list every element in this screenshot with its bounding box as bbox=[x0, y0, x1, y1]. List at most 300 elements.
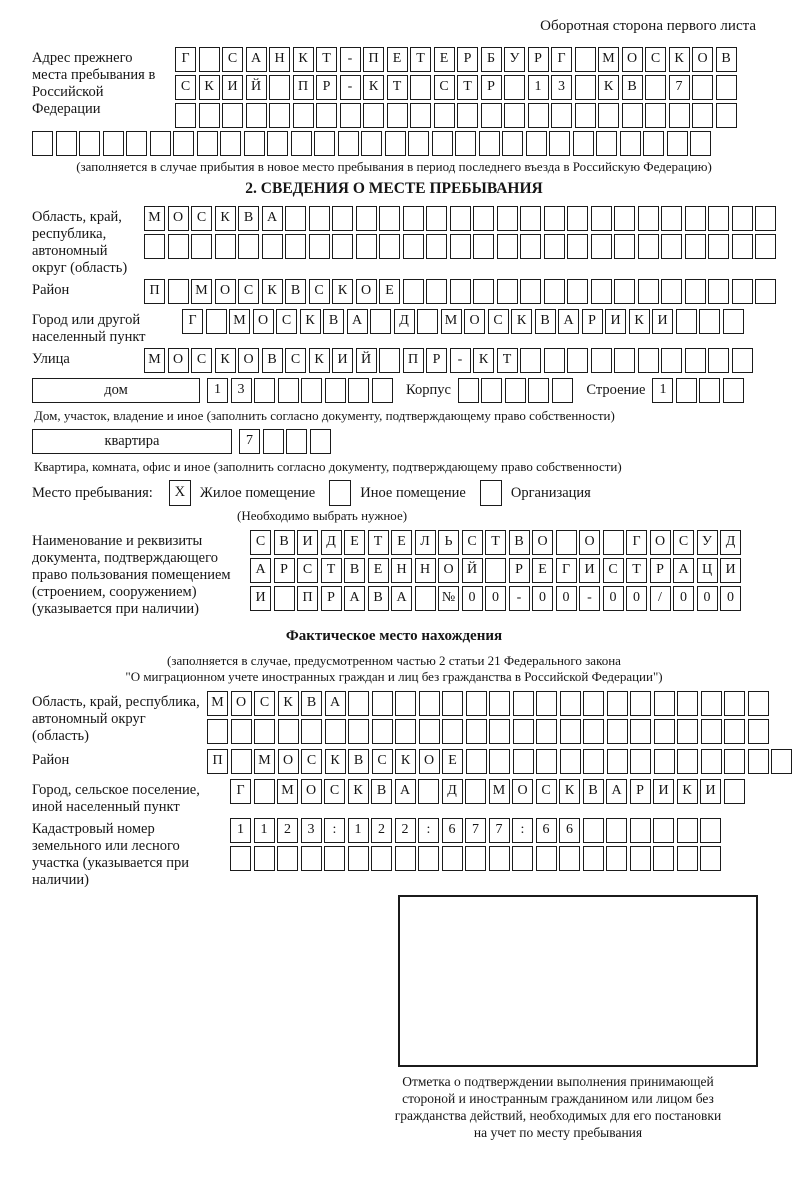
char-cell[interactable] bbox=[199, 47, 220, 72]
char-cell[interactable]: Р bbox=[481, 75, 502, 100]
char-cell[interactable]: - bbox=[340, 47, 361, 72]
char-cell[interactable] bbox=[677, 691, 698, 716]
char-cell[interactable] bbox=[387, 103, 408, 128]
char-cell[interactable]: Г bbox=[556, 558, 577, 583]
char-cell[interactable] bbox=[654, 749, 675, 774]
char-cell[interactable] bbox=[630, 846, 651, 871]
char-cell[interactable] bbox=[502, 131, 523, 156]
char-cell[interactable]: Т bbox=[457, 75, 478, 100]
char-cell[interactable]: М bbox=[254, 749, 275, 774]
char-cell[interactable]: С bbox=[297, 558, 318, 583]
char-cell[interactable]: 3 bbox=[551, 75, 572, 100]
char-cell[interactable]: Е bbox=[391, 530, 412, 555]
char-cell[interactable] bbox=[551, 103, 572, 128]
char-cell[interactable]: В bbox=[348, 749, 369, 774]
char-cell[interactable]: С bbox=[603, 558, 624, 583]
char-cell[interactable]: Д bbox=[394, 309, 415, 334]
char-cell[interactable]: К bbox=[669, 47, 690, 72]
char-cell[interactable]: М bbox=[207, 691, 228, 716]
char-cell[interactable] bbox=[466, 691, 487, 716]
char-cell[interactable] bbox=[676, 378, 697, 403]
char-cell[interactable]: 7 bbox=[239, 429, 260, 454]
char-cell[interactable] bbox=[473, 279, 494, 304]
char-cell[interactable] bbox=[677, 749, 698, 774]
char-cell[interactable] bbox=[457, 103, 478, 128]
char-cell[interactable]: Г bbox=[551, 47, 572, 72]
char-cell[interactable]: Т bbox=[316, 47, 337, 72]
char-cell[interactable] bbox=[536, 846, 557, 871]
char-cell[interactable]: В bbox=[509, 530, 530, 555]
char-cell[interactable]: К bbox=[629, 309, 650, 334]
char-cell[interactable]: Т bbox=[321, 558, 342, 583]
char-cell[interactable]: К bbox=[262, 279, 283, 304]
char-cell[interactable]: Н bbox=[391, 558, 412, 583]
char-cell[interactable]: С bbox=[645, 47, 666, 72]
char-cell[interactable]: Й bbox=[462, 558, 483, 583]
char-cell[interactable] bbox=[426, 234, 447, 259]
char-cell[interactable]: С bbox=[222, 47, 243, 72]
char-cell[interactable] bbox=[418, 779, 439, 804]
char-cell[interactable] bbox=[755, 206, 776, 231]
char-cell[interactable] bbox=[559, 846, 580, 871]
char-cell[interactable]: С bbox=[254, 691, 275, 716]
char-cell[interactable] bbox=[254, 779, 275, 804]
char-cell[interactable] bbox=[286, 429, 307, 454]
char-cell[interactable] bbox=[645, 75, 666, 100]
char-cell[interactable] bbox=[700, 818, 721, 843]
char-cell[interactable] bbox=[254, 378, 275, 403]
char-cell[interactable]: О bbox=[253, 309, 274, 334]
char-cell[interactable] bbox=[607, 749, 628, 774]
char-cell[interactable] bbox=[685, 348, 706, 373]
char-cell[interactable]: К bbox=[363, 75, 384, 100]
char-cell[interactable]: П bbox=[363, 47, 384, 72]
char-cell[interactable]: Е bbox=[344, 530, 365, 555]
char-cell[interactable]: К bbox=[348, 779, 369, 804]
char-cell[interactable] bbox=[544, 206, 565, 231]
apartment-type-box[interactable] bbox=[32, 429, 232, 454]
char-cell[interactable]: П bbox=[297, 586, 318, 611]
char-cell[interactable]: О bbox=[438, 558, 459, 583]
char-cell[interactable]: Е bbox=[442, 749, 463, 774]
char-cell[interactable] bbox=[168, 234, 189, 259]
char-cell[interactable] bbox=[450, 206, 471, 231]
char-cell[interactable]: Е bbox=[532, 558, 553, 583]
char-cell[interactable]: О bbox=[419, 749, 440, 774]
char-cell[interactable] bbox=[607, 691, 628, 716]
char-cell[interactable] bbox=[230, 846, 251, 871]
char-cell[interactable] bbox=[348, 719, 369, 744]
char-cell[interactable] bbox=[520, 279, 541, 304]
char-cell[interactable] bbox=[238, 234, 259, 259]
char-cell[interactable] bbox=[591, 234, 612, 259]
char-cell[interactable]: С bbox=[309, 279, 330, 304]
char-cell[interactable] bbox=[403, 279, 424, 304]
char-cell[interactable]: У bbox=[697, 530, 718, 555]
char-cell[interactable] bbox=[395, 691, 416, 716]
char-cell[interactable]: С bbox=[488, 309, 509, 334]
char-cell[interactable] bbox=[638, 348, 659, 373]
char-cell[interactable] bbox=[620, 131, 641, 156]
char-cell[interactable]: 7 bbox=[669, 75, 690, 100]
char-cell[interactable]: 1 bbox=[230, 818, 251, 843]
char-cell[interactable] bbox=[419, 691, 440, 716]
char-cell[interactable] bbox=[583, 818, 604, 843]
char-cell[interactable] bbox=[622, 103, 643, 128]
char-cell[interactable] bbox=[144, 234, 165, 259]
char-cell[interactable] bbox=[583, 749, 604, 774]
char-cell[interactable]: 0 bbox=[485, 586, 506, 611]
char-cell[interactable]: Н bbox=[415, 558, 436, 583]
char-cell[interactable] bbox=[191, 234, 212, 259]
char-cell[interactable] bbox=[385, 131, 406, 156]
char-cell[interactable] bbox=[661, 206, 682, 231]
char-cell[interactable]: / bbox=[650, 586, 671, 611]
char-cell[interactable] bbox=[755, 279, 776, 304]
char-cell[interactable] bbox=[614, 348, 635, 373]
char-cell[interactable]: Е bbox=[434, 47, 455, 72]
char-cell[interactable] bbox=[361, 131, 382, 156]
char-cell[interactable] bbox=[653, 818, 674, 843]
char-cell[interactable]: В bbox=[583, 779, 604, 804]
char-cell[interactable] bbox=[591, 279, 612, 304]
char-cell[interactable] bbox=[324, 846, 345, 871]
char-cell[interactable] bbox=[716, 103, 737, 128]
char-cell[interactable] bbox=[410, 103, 431, 128]
char-cell[interactable] bbox=[748, 691, 769, 716]
char-cell[interactable] bbox=[291, 131, 312, 156]
char-cell[interactable] bbox=[654, 691, 675, 716]
char-cell[interactable] bbox=[56, 131, 77, 156]
char-cell[interactable] bbox=[222, 103, 243, 128]
char-cell[interactable] bbox=[434, 103, 455, 128]
char-cell[interactable]: О bbox=[215, 279, 236, 304]
char-cell[interactable]: С bbox=[434, 75, 455, 100]
char-cell[interactable] bbox=[708, 279, 729, 304]
char-cell[interactable]: К bbox=[332, 279, 353, 304]
char-cell[interactable]: О bbox=[238, 348, 259, 373]
char-cell[interactable] bbox=[231, 719, 252, 744]
char-cell[interactable]: П bbox=[293, 75, 314, 100]
char-cell[interactable] bbox=[685, 279, 706, 304]
char-cell[interactable] bbox=[528, 103, 549, 128]
char-cell[interactable]: М bbox=[598, 47, 619, 72]
char-cell[interactable] bbox=[32, 131, 53, 156]
char-cell[interactable]: 1 bbox=[348, 818, 369, 843]
char-cell[interactable] bbox=[309, 234, 330, 259]
char-cell[interactable] bbox=[466, 719, 487, 744]
char-cell[interactable] bbox=[426, 206, 447, 231]
char-cell[interactable]: - bbox=[509, 586, 530, 611]
char-cell[interactable] bbox=[332, 206, 353, 231]
char-cell[interactable] bbox=[699, 378, 720, 403]
char-cell[interactable]: В bbox=[371, 779, 392, 804]
char-cell[interactable]: К bbox=[559, 779, 580, 804]
char-cell[interactable] bbox=[379, 206, 400, 231]
char-cell[interactable]: М bbox=[277, 779, 298, 804]
char-cell[interactable]: 3 bbox=[231, 378, 252, 403]
char-cell[interactable]: А bbox=[250, 558, 271, 583]
house-type-box[interactable] bbox=[32, 378, 200, 403]
char-cell[interactable]: 0 bbox=[556, 586, 577, 611]
char-cell[interactable] bbox=[263, 429, 284, 454]
char-cell[interactable] bbox=[254, 719, 275, 744]
char-cell[interactable]: К bbox=[309, 348, 330, 373]
char-cell[interactable]: Ц bbox=[697, 558, 718, 583]
char-cell[interactable] bbox=[699, 309, 720, 334]
char-cell[interactable]: К bbox=[473, 348, 494, 373]
char-cell[interactable] bbox=[504, 103, 525, 128]
char-cell[interactable]: С bbox=[285, 348, 306, 373]
char-cell[interactable]: О bbox=[168, 206, 189, 231]
char-cell[interactable] bbox=[645, 103, 666, 128]
char-cell[interactable] bbox=[168, 279, 189, 304]
char-cell[interactable]: 0 bbox=[532, 586, 553, 611]
char-cell[interactable] bbox=[473, 234, 494, 259]
char-cell[interactable]: Р bbox=[457, 47, 478, 72]
char-cell[interactable] bbox=[497, 279, 518, 304]
char-cell[interactable] bbox=[676, 309, 697, 334]
char-cell[interactable]: А bbox=[347, 309, 368, 334]
char-cell[interactable]: 0 bbox=[462, 586, 483, 611]
char-cell[interactable] bbox=[700, 846, 721, 871]
char-cell[interactable] bbox=[372, 378, 393, 403]
char-cell[interactable] bbox=[481, 103, 502, 128]
char-cell[interactable] bbox=[630, 719, 651, 744]
char-cell[interactable]: 1 bbox=[254, 818, 275, 843]
char-cell[interactable] bbox=[598, 103, 619, 128]
char-cell[interactable] bbox=[606, 846, 627, 871]
char-cell[interactable]: А bbox=[391, 586, 412, 611]
char-cell[interactable] bbox=[410, 75, 431, 100]
char-cell[interactable] bbox=[356, 206, 377, 231]
char-cell[interactable] bbox=[466, 749, 487, 774]
char-cell[interactable] bbox=[426, 279, 447, 304]
char-cell[interactable]: П bbox=[207, 749, 228, 774]
char-cell[interactable] bbox=[723, 378, 744, 403]
char-cell[interactable] bbox=[175, 103, 196, 128]
char-cell[interactable] bbox=[520, 206, 541, 231]
char-cell[interactable] bbox=[573, 131, 594, 156]
char-cell[interactable]: С bbox=[324, 779, 345, 804]
char-cell[interactable]: В bbox=[622, 75, 643, 100]
char-cell[interactable] bbox=[371, 846, 392, 871]
char-cell[interactable]: П bbox=[144, 279, 165, 304]
char-cell[interactable]: 0 bbox=[626, 586, 647, 611]
char-cell[interactable] bbox=[269, 103, 290, 128]
char-cell[interactable] bbox=[607, 719, 628, 744]
char-cell[interactable]: Д bbox=[442, 779, 463, 804]
char-cell[interactable]: 6 bbox=[559, 818, 580, 843]
char-cell[interactable] bbox=[395, 846, 416, 871]
char-cell[interactable]: Т bbox=[485, 530, 506, 555]
char-cell[interactable]: И bbox=[653, 779, 674, 804]
char-cell[interactable] bbox=[560, 691, 581, 716]
char-cell[interactable]: М bbox=[441, 309, 462, 334]
char-cell[interactable]: В bbox=[535, 309, 556, 334]
char-cell[interactable] bbox=[567, 348, 588, 373]
char-cell[interactable] bbox=[473, 206, 494, 231]
char-cell[interactable] bbox=[348, 846, 369, 871]
char-cell[interactable] bbox=[544, 279, 565, 304]
char-cell[interactable]: М bbox=[229, 309, 250, 334]
char-cell[interactable] bbox=[528, 378, 549, 403]
char-cell[interactable] bbox=[685, 206, 706, 231]
char-cell[interactable] bbox=[278, 378, 299, 403]
char-cell[interactable]: С bbox=[536, 779, 557, 804]
char-cell[interactable] bbox=[314, 131, 335, 156]
char-cell[interactable]: В bbox=[285, 279, 306, 304]
char-cell[interactable]: И bbox=[579, 558, 600, 583]
char-cell[interactable] bbox=[79, 131, 100, 156]
char-cell[interactable] bbox=[513, 749, 534, 774]
char-cell[interactable] bbox=[363, 103, 384, 128]
char-cell[interactable]: : bbox=[418, 818, 439, 843]
char-cell[interactable] bbox=[244, 131, 265, 156]
char-cell[interactable] bbox=[748, 749, 769, 774]
char-cell[interactable] bbox=[536, 719, 557, 744]
char-cell[interactable] bbox=[630, 691, 651, 716]
char-cell[interactable]: 7 bbox=[489, 818, 510, 843]
char-cell[interactable] bbox=[614, 206, 635, 231]
char-cell[interactable]: Р bbox=[509, 558, 530, 583]
char-cell[interactable]: О bbox=[579, 530, 600, 555]
char-cell[interactable]: 1 bbox=[652, 378, 673, 403]
char-cell[interactable]: 2 bbox=[277, 818, 298, 843]
char-cell[interactable]: Р bbox=[528, 47, 549, 72]
char-cell[interactable]: Е bbox=[368, 558, 389, 583]
char-cell[interactable]: В bbox=[301, 691, 322, 716]
char-cell[interactable] bbox=[450, 279, 471, 304]
char-cell[interactable] bbox=[596, 131, 617, 156]
char-cell[interactable] bbox=[685, 234, 706, 259]
char-cell[interactable]: Г bbox=[175, 47, 196, 72]
char-cell[interactable]: И bbox=[652, 309, 673, 334]
char-cell[interactable] bbox=[207, 719, 228, 744]
char-cell[interactable]: У bbox=[504, 47, 525, 72]
char-cell[interactable] bbox=[575, 103, 596, 128]
char-cell[interactable]: 2 bbox=[395, 818, 416, 843]
char-cell[interactable] bbox=[505, 378, 526, 403]
char-cell[interactable]: Д bbox=[321, 530, 342, 555]
char-cell[interactable]: М bbox=[489, 779, 510, 804]
char-cell[interactable]: В bbox=[262, 348, 283, 373]
char-cell[interactable] bbox=[630, 818, 651, 843]
char-cell[interactable] bbox=[465, 846, 486, 871]
char-cell[interactable] bbox=[481, 378, 502, 403]
char-cell[interactable] bbox=[489, 719, 510, 744]
char-cell[interactable]: - bbox=[340, 75, 361, 100]
char-cell[interactable] bbox=[417, 309, 438, 334]
char-cell[interactable] bbox=[278, 719, 299, 744]
char-cell[interactable]: И bbox=[700, 779, 721, 804]
char-cell[interactable] bbox=[732, 206, 753, 231]
stay-type-checkbox-organization[interactable] bbox=[480, 480, 502, 506]
char-cell[interactable] bbox=[489, 846, 510, 871]
char-cell[interactable] bbox=[231, 749, 252, 774]
char-cell[interactable] bbox=[575, 75, 596, 100]
char-cell[interactable]: 0 bbox=[697, 586, 718, 611]
char-cell[interactable]: В bbox=[344, 558, 365, 583]
char-cell[interactable] bbox=[661, 279, 682, 304]
char-cell[interactable] bbox=[520, 348, 541, 373]
char-cell[interactable] bbox=[677, 818, 698, 843]
char-cell[interactable] bbox=[536, 749, 557, 774]
char-cell[interactable] bbox=[269, 75, 290, 100]
char-cell[interactable] bbox=[771, 749, 792, 774]
char-cell[interactable] bbox=[544, 348, 565, 373]
char-cell[interactable] bbox=[549, 131, 570, 156]
char-cell[interactable]: К bbox=[598, 75, 619, 100]
char-cell[interactable]: № bbox=[438, 586, 459, 611]
char-cell[interactable]: В bbox=[323, 309, 344, 334]
char-cell[interactable] bbox=[126, 131, 147, 156]
char-cell[interactable]: С bbox=[175, 75, 196, 100]
char-cell[interactable] bbox=[338, 131, 359, 156]
char-cell[interactable] bbox=[614, 234, 635, 259]
char-cell[interactable] bbox=[301, 846, 322, 871]
char-cell[interactable] bbox=[173, 131, 194, 156]
char-cell[interactable]: Т bbox=[368, 530, 389, 555]
char-cell[interactable]: Р bbox=[582, 309, 603, 334]
char-cell[interactable] bbox=[669, 103, 690, 128]
char-cell[interactable] bbox=[724, 779, 745, 804]
char-cell[interactable]: Е bbox=[387, 47, 408, 72]
char-cell[interactable] bbox=[372, 719, 393, 744]
char-cell[interactable] bbox=[395, 719, 416, 744]
char-cell[interactable]: Т bbox=[626, 558, 647, 583]
char-cell[interactable] bbox=[332, 234, 353, 259]
char-cell[interactable]: С bbox=[191, 348, 212, 373]
char-cell[interactable] bbox=[418, 846, 439, 871]
char-cell[interactable]: И bbox=[250, 586, 271, 611]
char-cell[interactable] bbox=[614, 279, 635, 304]
char-cell[interactable]: - bbox=[579, 586, 600, 611]
char-cell[interactable] bbox=[285, 206, 306, 231]
char-cell[interactable]: С bbox=[673, 530, 694, 555]
char-cell[interactable] bbox=[583, 691, 604, 716]
char-cell[interactable] bbox=[723, 309, 744, 334]
char-cell[interactable] bbox=[504, 75, 525, 100]
char-cell[interactable]: К bbox=[293, 47, 314, 72]
char-cell[interactable] bbox=[643, 131, 664, 156]
char-cell[interactable]: Г bbox=[230, 779, 251, 804]
char-cell[interactable] bbox=[667, 131, 688, 156]
char-cell[interactable] bbox=[567, 234, 588, 259]
char-cell[interactable] bbox=[442, 846, 463, 871]
char-cell[interactable] bbox=[716, 75, 737, 100]
char-cell[interactable]: Т bbox=[387, 75, 408, 100]
char-cell[interactable] bbox=[262, 234, 283, 259]
char-cell[interactable] bbox=[274, 586, 295, 611]
char-cell[interactable] bbox=[567, 279, 588, 304]
char-cell[interactable]: К bbox=[215, 206, 236, 231]
char-cell[interactable]: К bbox=[325, 749, 346, 774]
char-cell[interactable] bbox=[254, 846, 275, 871]
char-cell[interactable]: Д bbox=[720, 530, 741, 555]
char-cell[interactable]: В bbox=[368, 586, 389, 611]
char-cell[interactable] bbox=[403, 206, 424, 231]
char-cell[interactable]: А bbox=[344, 586, 365, 611]
char-cell[interactable]: О bbox=[278, 749, 299, 774]
char-cell[interactable] bbox=[356, 234, 377, 259]
char-cell[interactable]: И bbox=[720, 558, 741, 583]
char-cell[interactable] bbox=[379, 234, 400, 259]
char-cell[interactable] bbox=[526, 131, 547, 156]
char-cell[interactable] bbox=[348, 691, 369, 716]
char-cell[interactable] bbox=[724, 749, 745, 774]
char-cell[interactable] bbox=[325, 378, 346, 403]
